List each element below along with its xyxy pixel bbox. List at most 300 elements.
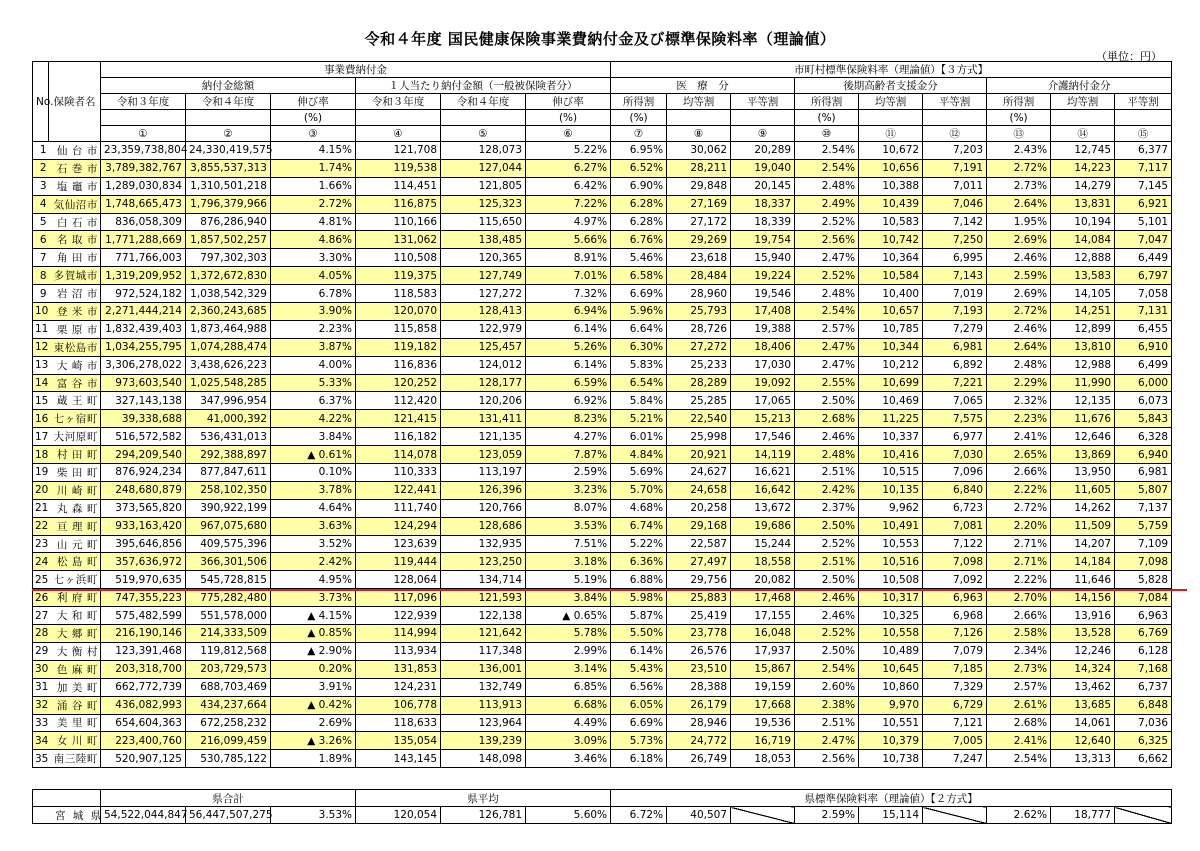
- insurer-name: 山 元 町: [49, 535, 101, 553]
- table-cell: 14,119: [731, 446, 795, 464]
- table-cell: 15,940: [731, 249, 795, 267]
- table-cell: 8.07%: [526, 499, 611, 517]
- column-unit: [667, 110, 731, 126]
- table-cell: 6,968: [923, 607, 987, 625]
- table-cell: 6,662: [1115, 750, 1172, 768]
- column-unit: [186, 110, 271, 126]
- table-cell: 6.59%: [526, 374, 611, 392]
- table-cell: 12,246: [1051, 642, 1115, 660]
- column-number: ⑮: [1115, 126, 1172, 142]
- table-cell: 14,184: [1051, 553, 1115, 571]
- table-cell: 7,193: [923, 303, 987, 321]
- table-cell: 6,848: [1115, 696, 1172, 714]
- table-cell: 14,105: [1051, 285, 1115, 303]
- table-cell: 10,344: [859, 338, 923, 356]
- table-cell: 27,497: [667, 553, 731, 571]
- table-cell: 4.97%: [526, 213, 611, 231]
- table-cell: 127,272: [441, 285, 526, 303]
- table-cell: ▲ 0.65%: [526, 607, 611, 625]
- summary-cell: 126,781: [441, 807, 526, 824]
- table-cell: 545,728,815: [186, 571, 271, 589]
- table-cell: 6,977: [923, 428, 987, 446]
- table-cell: 2.72%: [987, 499, 1051, 517]
- insurer-name: 涌 谷 町: [49, 696, 101, 714]
- table-cell: 116,875: [356, 195, 441, 213]
- table-cell: 2.56%: [795, 231, 859, 249]
- table-cell: 26,576: [667, 642, 731, 660]
- table-cell: 10,379: [859, 732, 923, 750]
- table-cell: 2.49%: [795, 195, 859, 213]
- table-cell: 395,646,856: [101, 535, 186, 553]
- table-row: [33, 320, 1172, 338]
- table-cell: 148,098: [441, 750, 526, 768]
- table-cell: 10,553: [859, 535, 923, 553]
- table-cell: 127,749: [441, 267, 526, 285]
- table-cell: 11,605: [1051, 481, 1115, 499]
- table-cell: 6.76%: [611, 231, 667, 249]
- main-table: [32, 61, 1172, 768]
- column-unit: [356, 110, 441, 126]
- column-header: 所得割: [795, 94, 859, 110]
- row-number: 26: [33, 589, 49, 607]
- table-cell: 13,950: [1051, 464, 1115, 482]
- table-cell: 2.50%: [795, 571, 859, 589]
- summary-cell: 54,522,044,847: [101, 807, 186, 824]
- summary-cell: 2.62%: [987, 807, 1051, 824]
- table-row: [33, 732, 1172, 750]
- table-cell: 114,451: [356, 177, 441, 195]
- table-cell: 347,996,954: [186, 392, 271, 410]
- column-header: 均等割: [1051, 94, 1115, 110]
- row-number: 20: [33, 481, 49, 499]
- table-cell: 9,962: [859, 499, 923, 517]
- table-cell: 22,540: [667, 410, 731, 428]
- table-cell: ▲ 4.15%: [271, 607, 356, 625]
- table-cell: 119,538: [356, 159, 441, 177]
- table-cell: 4.86%: [271, 231, 356, 249]
- table-cell: 6.85%: [526, 678, 611, 696]
- table-row: [33, 607, 1172, 625]
- table-cell: 134,714: [441, 571, 526, 589]
- table-cell: 973,603,540: [101, 374, 186, 392]
- table-cell: 2,271,444,214: [101, 303, 186, 321]
- table-cell: 18,053: [731, 750, 795, 768]
- table-cell: 4.22%: [271, 410, 356, 428]
- insurer-name: 塩 竈 市: [49, 177, 101, 195]
- table-cell: 1,074,288,474: [186, 338, 271, 356]
- column-number: ①: [101, 126, 186, 142]
- table-cell: 14,207: [1051, 535, 1115, 553]
- table-cell: 258,102,350: [186, 481, 271, 499]
- table-cell: 373,565,820: [101, 499, 186, 517]
- table-cell: 7,098: [923, 553, 987, 571]
- table-cell: 121,642: [441, 625, 526, 643]
- table-cell: 125,457: [441, 338, 526, 356]
- table-row: [33, 428, 1172, 446]
- table-cell: 19,754: [731, 231, 795, 249]
- table-cell: 877,847,611: [186, 464, 271, 482]
- row-number: 24: [33, 553, 49, 571]
- table-cell: 3.90%: [271, 303, 356, 321]
- table-cell: 7,065: [923, 392, 987, 410]
- row-number: 33: [33, 714, 49, 732]
- table-cell: 7,279: [923, 320, 987, 338]
- table-row: [33, 571, 1172, 589]
- table-cell: 121,593: [441, 589, 526, 607]
- table-cell: 116,836: [356, 356, 441, 374]
- column-header: 平等割: [923, 94, 987, 110]
- summary-header-row: [33, 790, 1172, 807]
- table-cell: 122,138: [441, 607, 526, 625]
- table-cell: 2.57%: [987, 678, 1051, 696]
- table-cell: 672,258,232: [186, 714, 271, 732]
- table-cell: 3,306,278,022: [101, 356, 186, 374]
- table-cell: 6,963: [923, 589, 987, 607]
- table-cell: 2.50%: [795, 392, 859, 410]
- row-number: 4: [33, 195, 49, 213]
- table-cell: 14,262: [1051, 499, 1115, 517]
- table-cell: 536,431,013: [186, 428, 271, 446]
- table-cell: 10,489: [859, 642, 923, 660]
- table-cell: 29,269: [667, 231, 731, 249]
- table-cell: 203,729,573: [186, 660, 271, 678]
- insurer-name: 蔵 王 町: [49, 392, 101, 410]
- table-cell: 5.96%: [611, 303, 667, 321]
- header-rate: 市町村標準保険料率（理論値）【３方式】: [611, 62, 1172, 78]
- summary-cell: 2.59%: [795, 807, 859, 824]
- table-cell: 1.95%: [987, 213, 1051, 231]
- insurer-name: 石 巻 市: [49, 159, 101, 177]
- unit-label: （単位：円）: [1096, 50, 1162, 63]
- table-cell: 2.50%: [795, 642, 859, 660]
- row-number: 29: [33, 642, 49, 660]
- insurer-name: 仙 台 市: [49, 142, 101, 160]
- insurer-name: 南三陸町: [49, 750, 101, 768]
- table-cell: 19,224: [731, 267, 795, 285]
- column-number: ⑦: [611, 126, 667, 142]
- table-cell: 775,282,480: [186, 589, 271, 607]
- table-cell: 10,672: [859, 142, 923, 160]
- header-iryo: 医 療 分: [611, 78, 795, 94]
- table-cell: 2.99%: [526, 642, 611, 660]
- summary-ken-rate: 県標準保険料率（理論値）【２方式】: [611, 790, 1172, 807]
- table-cell: 23,618: [667, 249, 731, 267]
- table-cell: 5.19%: [526, 571, 611, 589]
- table-cell: 7,142: [923, 213, 987, 231]
- table-cell: 3.63%: [271, 517, 356, 535]
- table-cell: 19,536: [731, 714, 795, 732]
- table-cell: 4.64%: [271, 499, 356, 517]
- table-cell: 14,324: [1051, 660, 1115, 678]
- table-cell: 223,400,760: [101, 732, 186, 750]
- table-cell: 5.83%: [611, 356, 667, 374]
- table-cell: 14,279: [1051, 177, 1115, 195]
- table-cell: 7,121: [923, 714, 987, 732]
- insurer-name: 大河原町: [49, 428, 101, 446]
- column-unit: (%): [271, 110, 356, 126]
- table-cell: 2.64%: [987, 338, 1051, 356]
- table-cell: 123,250: [441, 553, 526, 571]
- table-cell: 19,159: [731, 678, 795, 696]
- table-cell: 113,197: [441, 464, 526, 482]
- row-number: 7: [33, 249, 49, 267]
- table-cell: 3,855,537,313: [186, 159, 271, 177]
- table-cell: 111,740: [356, 499, 441, 517]
- table-cell: 13,685: [1051, 696, 1115, 714]
- table-cell: 11,225: [859, 410, 923, 428]
- table-cell: 110,333: [356, 464, 441, 482]
- header-jigyohi: 事業費納付金: [101, 62, 611, 78]
- table-cell: 7,096: [923, 464, 987, 482]
- table-cell: 122,441: [356, 481, 441, 499]
- column-header: 平等割: [731, 94, 795, 110]
- summary-table: [32, 789, 1172, 824]
- table-cell: 139,239: [441, 732, 526, 750]
- table-cell: 16,719: [731, 732, 795, 750]
- table-cell: 516,572,582: [101, 428, 186, 446]
- column-number: ⑤: [441, 126, 526, 142]
- table-cell: 8.91%: [526, 249, 611, 267]
- table-cell: 17,155: [731, 607, 795, 625]
- table-cell: 7,137: [1115, 499, 1172, 517]
- table-cell: 20,082: [731, 571, 795, 589]
- summary-value-row: [33, 807, 1172, 824]
- summary-cell: 18,777: [1051, 807, 1115, 824]
- table-cell: 2.23%: [987, 410, 1051, 428]
- table-cell: 13,672: [731, 499, 795, 517]
- table-row: [33, 338, 1172, 356]
- table-cell: 119,375: [356, 267, 441, 285]
- table-cell: 2.22%: [987, 571, 1051, 589]
- table-cell: 7,143: [923, 267, 987, 285]
- table-cell: 409,575,396: [186, 535, 271, 553]
- table-cell: 17,065: [731, 392, 795, 410]
- column-unit: [1115, 110, 1172, 126]
- column-unit: [441, 110, 526, 126]
- table-cell: 10,469: [859, 392, 923, 410]
- insurer-name: 登 米 市: [49, 303, 101, 321]
- table-cell: 132,749: [441, 678, 526, 696]
- summary-pref: 宮 城 県: [33, 807, 101, 824]
- table-row: [33, 714, 1172, 732]
- table-cell: 4.49%: [526, 714, 611, 732]
- table-cell: 2.61%: [987, 696, 1051, 714]
- insurer-name: 女 川 町: [49, 732, 101, 750]
- column-unit: (%): [526, 110, 611, 126]
- table-cell: 6,981: [1115, 464, 1172, 482]
- table-cell: 6,455: [1115, 320, 1172, 338]
- table-cell: 2.46%: [987, 249, 1051, 267]
- insurer-name: 大 和 町: [49, 607, 101, 625]
- table-cell: 688,703,469: [186, 678, 271, 696]
- insurer-name: 加 美 町: [49, 678, 101, 696]
- table-cell: 18,406: [731, 338, 795, 356]
- table-cell: 7,109: [1115, 535, 1172, 553]
- column-unit: [859, 110, 923, 126]
- table-row: [33, 356, 1172, 374]
- table-cell: 19,388: [731, 320, 795, 338]
- table-cell: 214,333,509: [186, 625, 271, 643]
- table-cell: 6,981: [923, 338, 987, 356]
- table-cell: 6.37%: [271, 392, 356, 410]
- table-row: [33, 285, 1172, 303]
- table-row: [33, 678, 1172, 696]
- table-cell: 13,831: [1051, 195, 1115, 213]
- table-cell: 2.54%: [987, 750, 1051, 768]
- table-cell: 7,329: [923, 678, 987, 696]
- insurer-name: 白 石 市: [49, 213, 101, 231]
- table-cell: 13,528: [1051, 625, 1115, 643]
- insurer-name: 名 取 市: [49, 231, 101, 249]
- table-cell: 6,377: [1115, 142, 1172, 160]
- table-cell: 2.69%: [987, 285, 1051, 303]
- column-header: 所得割: [611, 94, 667, 110]
- table-cell: 13,916: [1051, 607, 1115, 625]
- table-row: [33, 589, 1172, 607]
- table-cell: 2.42%: [271, 553, 356, 571]
- header-insurer: 保険者名: [49, 62, 101, 142]
- separator-line: [32, 589, 1187, 591]
- table-cell: 292,388,897: [186, 446, 271, 464]
- table-cell: 7,247: [923, 750, 987, 768]
- table-cell: 5.84%: [611, 392, 667, 410]
- table-cell: 6,995: [923, 249, 987, 267]
- table-cell: 2.43%: [987, 142, 1051, 160]
- table-cell: 115,858: [356, 320, 441, 338]
- table-cell: 366,301,506: [186, 553, 271, 571]
- table-cell: 10,551: [859, 714, 923, 732]
- table-cell: 6.69%: [611, 285, 667, 303]
- table-cell: 2.52%: [795, 213, 859, 231]
- table-cell: 6.94%: [526, 303, 611, 321]
- table-cell: 10,516: [859, 553, 923, 571]
- table-cell: 2.54%: [795, 159, 859, 177]
- table-cell: 7,575: [923, 410, 987, 428]
- column-number: ⑥: [526, 126, 611, 142]
- table-cell: 19,040: [731, 159, 795, 177]
- table-cell: 10,742: [859, 231, 923, 249]
- table-cell: ▲ 0.61%: [271, 446, 356, 464]
- table-cell: 6,449: [1115, 249, 1172, 267]
- header-koki: 後期高齢者支援金分: [795, 78, 987, 94]
- table-cell: 136,001: [441, 660, 526, 678]
- table-row: [33, 177, 1172, 195]
- table-cell: 25,233: [667, 356, 731, 374]
- table-cell: 6,723: [923, 499, 987, 517]
- table-cell: 654,604,363: [101, 714, 186, 732]
- table-cell: 2.71%: [987, 553, 1051, 571]
- table-cell: 6.74%: [611, 517, 667, 535]
- table-cell: 4.84%: [611, 446, 667, 464]
- table-cell: 11,509: [1051, 517, 1115, 535]
- table-cell: 119,182: [356, 338, 441, 356]
- summary-cell: 40,507: [667, 807, 731, 824]
- column-header: 令和３年度: [356, 94, 441, 110]
- table-cell: ▲ 3.26%: [271, 732, 356, 750]
- column-unit: [923, 110, 987, 126]
- table-cell: 128,073: [441, 142, 526, 160]
- table-cell: 203,318,700: [101, 660, 186, 678]
- table-cell: 6.36%: [611, 553, 667, 571]
- table-cell: 124,012: [441, 356, 526, 374]
- table-cell: 1,771,288,669: [101, 231, 186, 249]
- table-cell: 6,769: [1115, 625, 1172, 643]
- table-cell: 6.58%: [611, 267, 667, 285]
- table-cell: 7,250: [923, 231, 987, 249]
- table-cell: 113,913: [441, 696, 526, 714]
- table-cell: 1,289,030,834: [101, 177, 186, 195]
- column-number: ②: [186, 126, 271, 142]
- table-cell: 6.14%: [611, 642, 667, 660]
- table-cell: 26,749: [667, 750, 731, 768]
- table-cell: 967,075,680: [186, 517, 271, 535]
- table-row: [33, 553, 1172, 571]
- table-cell: 7,185: [923, 660, 987, 678]
- row-number: 13: [33, 356, 49, 374]
- insurer-name: 川 崎 町: [49, 481, 101, 499]
- table-cell: 25,883: [667, 589, 731, 607]
- table-cell: 2.73%: [987, 660, 1051, 678]
- table-cell: 1,034,255,795: [101, 338, 186, 356]
- table-cell: 6.52%: [611, 159, 667, 177]
- table-cell: 6.90%: [611, 177, 667, 195]
- table-cell: 114,994: [356, 625, 441, 643]
- table-cell: 5.50%: [611, 625, 667, 643]
- table-cell: 131,411: [441, 410, 526, 428]
- table-cell: 8.23%: [526, 410, 611, 428]
- table-cell: 2.51%: [795, 714, 859, 732]
- table-cell: 10,699: [859, 374, 923, 392]
- row-number: 22: [33, 517, 49, 535]
- table-cell: 248,680,879: [101, 481, 186, 499]
- table-cell: 1,748,665,473: [101, 195, 186, 213]
- table-cell: 25,285: [667, 392, 731, 410]
- table-cell: 12,640: [1051, 732, 1115, 750]
- table-cell: 12,646: [1051, 428, 1115, 446]
- table-cell: 117,096: [356, 589, 441, 607]
- table-cell: 0.20%: [271, 660, 356, 678]
- table-cell: 6.92%: [526, 392, 611, 410]
- column-header: 令和３年度: [101, 94, 186, 110]
- table-cell: 5,828: [1115, 571, 1172, 589]
- table-cell: 3.18%: [526, 553, 611, 571]
- table-cell: 10,656: [859, 159, 923, 177]
- column-number: ⑧: [667, 126, 731, 142]
- table-cell: 10,508: [859, 571, 923, 589]
- insurer-name: 大 衡 村: [49, 642, 101, 660]
- row-number: 27: [33, 607, 49, 625]
- summary-cell: 5.60%: [526, 807, 611, 824]
- table-cell: 6,940: [1115, 446, 1172, 464]
- table-cell: 6.27%: [526, 159, 611, 177]
- header-kaigo: 介護納付金分: [987, 78, 1172, 94]
- table-cell: 1.89%: [271, 750, 356, 768]
- column-number: ⑭: [1051, 126, 1115, 142]
- table-cell: 25,419: [667, 607, 731, 625]
- header-row-1: [33, 62, 1172, 78]
- table-cell: 3,438,626,223: [186, 356, 271, 374]
- table-cell: 2.56%: [795, 750, 859, 768]
- table-cell: 2.46%: [795, 428, 859, 446]
- table-cell: 25,998: [667, 428, 731, 446]
- table-cell: 18,339: [731, 213, 795, 231]
- table-cell: 16,048: [731, 625, 795, 643]
- table-cell: 121,415: [356, 410, 441, 428]
- table-cell: 17,468: [731, 589, 795, 607]
- table-cell: 519,970,635: [101, 571, 186, 589]
- summary-diagonal-cell: [1115, 807, 1172, 824]
- table-cell: 5.66%: [526, 231, 611, 249]
